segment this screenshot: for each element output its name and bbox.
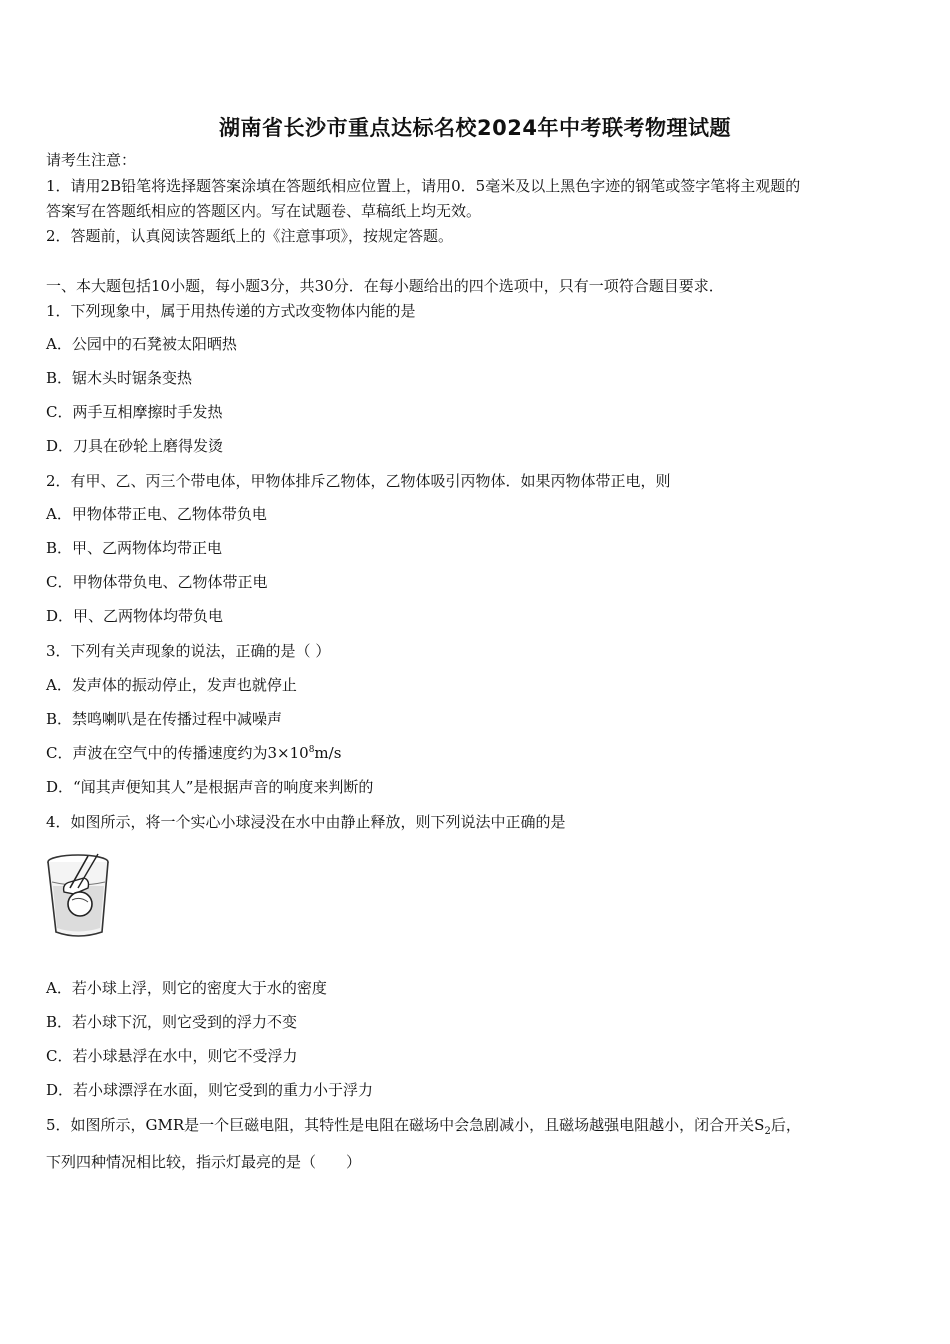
q4-option-a: A．若小球上浮，则它的密度大于水的密度 [46, 979, 327, 997]
q3-option-d: D．“闻其声便知其人”是根据声音的响度来判断的 [46, 778, 374, 796]
q3-option-c [46, 743, 341, 763]
q1-stem: 1．下列现象中，属于用热传递的方式改变物体内能的是 [46, 302, 416, 320]
q5-stem-tail: 后， [770, 1116, 801, 1134]
q2-option-d: D．甲、乙两物体均带负电 [46, 607, 224, 625]
q1-option-a: A．公园中的石凳被太阳晒热 [46, 335, 237, 353]
q3-option-c-unit: m/s [314, 744, 342, 762]
notice-line-1: 1．请用2B铅笔将选择题答案涂填在答题纸相应位置上，请用0．5毫米及以上黑色字迹的钢笔或签字笔将主观题的 [46, 177, 801, 195]
section-heading: 一、本大题包括10小题，每小题3分，共30分．在每小题给出的四个选项中，只有一项符合题目要求． [46, 277, 724, 295]
q2-option-c: C．甲物体带负电、乙物体带正电 [46, 573, 268, 591]
page-title: 湖南省长沙市重点达标名校2024年中考联考物理试题 [219, 116, 731, 140]
q1-option-d: D．刀具在砂轮上磨得发烫 [46, 437, 224, 455]
notice-line-2: 答案写在答题纸相应的答题区内。写在试题卷、草稿纸上均无效。 [46, 202, 482, 220]
q3-stem: 3．下列有关声现象的说法，正确的是（ ） [46, 642, 331, 660]
q5-stem [46, 1115, 801, 1135]
ball-in-water-figure [44, 848, 116, 940]
q2-stem: 2．有甲、乙、丙三个带电体，甲物体排斥乙物体，乙物体吸引丙物体．如果丙物体带正电，则 [46, 472, 671, 490]
q5-stem-text: 5．如图所示，GMR是一个巨磁电阻，其特性是电阻在磁场中会急剧减小，且磁场越强电阻越小，闭合开关S [46, 1116, 765, 1134]
q5-stem-line-2: 下列四种情况相比较，指示灯最亮的是（ ） [46, 1153, 362, 1171]
q4-option-c: C．若小球悬浮在水中，则它不受浮力 [46, 1047, 298, 1065]
q4-option-d: D．若小球漂浮在水面，则它受到的重力小于浮力 [46, 1081, 374, 1099]
q3-option-b: B．禁鸣喇叭是在传播过程中减噪声 [46, 710, 283, 728]
q5-switch-subscript: 2 [764, 1126, 771, 1137]
q3-option-c-text: C．声波在空气中的传播速度约为3×10 [46, 744, 309, 762]
q4-option-b: B．若小球下沉，则它受到的浮力不变 [46, 1013, 298, 1031]
notice-heading: 请考生注意： [46, 151, 137, 169]
q4-stem: 4．如图所示，将一个实心小球浸没在水中由静止释放，则下列说法中正确的是 [46, 813, 566, 831]
q2-option-a: A．甲物体带正电、乙物体带负电 [46, 505, 267, 523]
q1-option-b: B．锯木头时锯条变热 [46, 369, 193, 387]
q3-option-c-exponent: 8 [308, 745, 315, 755]
q3-option-a: A．发声体的振动停止，发声也就停止 [46, 676, 297, 694]
notice-line-3: 2．答题前，认真阅读答题纸上的《注意事项》，按规定答题。 [46, 227, 454, 245]
q2-option-b: B．甲、乙两物体均带正电 [46, 539, 223, 557]
q1-option-c: C．两手互相摩擦时手发热 [46, 403, 223, 421]
